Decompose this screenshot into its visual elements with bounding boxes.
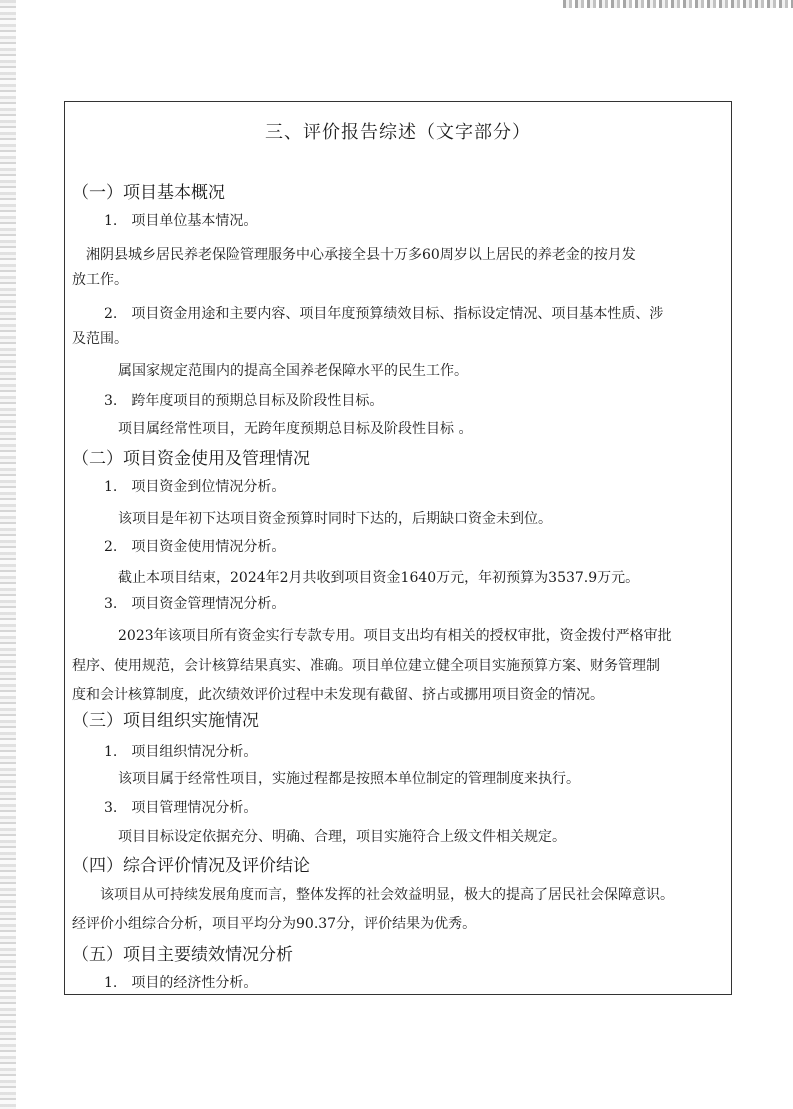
item-heading: 3. 项目管理情况分析。 [104, 800, 258, 816]
section-heading-4: （四）综合评价情况及评价结论 [72, 856, 310, 876]
section-heading-2: （二）项目资金使用及管理情况 [72, 449, 310, 469]
item-heading: 1. 项目组织情况分析。 [104, 744, 258, 760]
section-heading-1: （一）项目基本概况 [72, 183, 225, 203]
paragraph-line: 该项目属于经常性项目，实施过程都是按照本单位制定的管理制度来执行。 [118, 771, 580, 787]
paragraph-line: 该项目是年初下达项目资金预算时同时下达的，后期缺口资金未到位。 [118, 511, 552, 527]
paragraph-line: 截止本项目结束，2024年2月共收到项目资金1640万元，年初预算为3537.9万元。 [118, 570, 640, 586]
paragraph-line: 项目属经常性项目，无跨年度预期总目标及阶段性目标 。 [118, 421, 473, 437]
paragraph-line: 及范围。 [72, 331, 128, 347]
scan-edge-top [563, 0, 793, 8]
paragraph-line: 属国家规定范围内的提高全国养老保障水平的民生工作。 [118, 363, 468, 379]
paragraph-line: 项目目标设定依据充分、明确、合理，项目实施符合上级文件相关规定。 [118, 829, 566, 845]
item-heading: 2. 项目资金用途和主要内容、项目年度预算绩效目标、指标设定情况、项目基本性质、涉 [104, 306, 664, 322]
item-heading: 3. 跨年度项目的预期总目标及阶段性目标。 [104, 393, 384, 409]
paragraph-line: 程序、使用规范，会计核算结果真实、准确。项目单位建立健全项目实施预算方案、财务管理制 [72, 658, 660, 674]
paragraph-line: 经评价小组综合分析，项目平均分为90.37分，评价结果为优秀。 [72, 916, 477, 932]
paragraph-line: 放工作。 [72, 272, 128, 288]
paragraph-line: 度和会计核算制度，此次绩效评价过程中未发现有截留、挤占或挪用项目资金的情况。 [72, 687, 604, 703]
section-heading-5: （五）项目主要绩效情况分析 [72, 945, 293, 965]
item-heading: 1. 项目的经济性分析。 [104, 975, 258, 991]
paragraph-line: 湘阴县城乡居民养老保险管理服务中心承接全县十万多60周岁以上居民的养老金的按月发 [86, 247, 636, 263]
item-heading: 2. 项目资金使用情况分析。 [104, 539, 286, 555]
item-heading: 3. 项目资金管理情况分析。 [104, 596, 286, 612]
item-heading: 1. 项目资金到位情况分析。 [104, 479, 286, 495]
page-title: 三、评价报告综述（文字部分） [265, 122, 531, 143]
item-heading: 1. 项目单位基本情况。 [104, 213, 258, 229]
paragraph-line: 该项目从可持续发展角度而言，整体发挥的社会效益明显，极大的提高了居民社会保障意识。 [100, 887, 674, 903]
scan-edge-left [0, 0, 16, 1109]
section-heading-3: （三）项目组织实施情况 [72, 711, 259, 731]
paragraph-line: 2023年该项目所有资金实行专款专用。项目支出均有相关的授权审批，资金拨付严格审批 [118, 628, 672, 644]
